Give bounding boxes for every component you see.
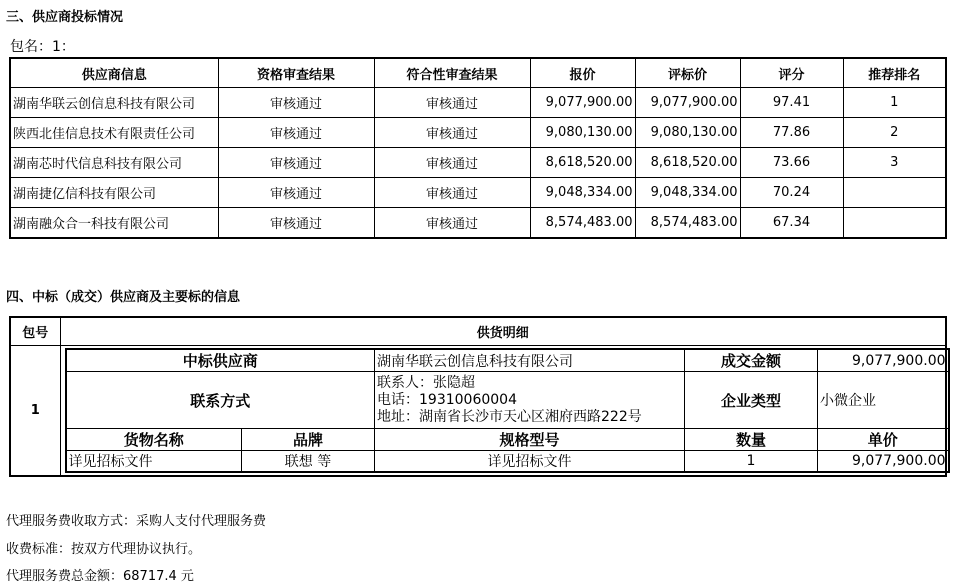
contact-info <box>375 372 685 429</box>
enterprise-type-label: 企业类型 <box>685 372 818 429</box>
rank: 3 <box>843 148 946 178</box>
enterprise-type-value: 小微企业 <box>818 372 949 429</box>
conformity-result: 审核通过 <box>374 88 530 118</box>
goods-unit-price: 9,077,900.00 <box>818 451 949 473</box>
amount-value: 9,077,900.00 <box>818 349 949 372</box>
rank: 2 <box>843 118 946 148</box>
award-table-header <box>10 317 946 346</box>
contact-row <box>66 372 949 429</box>
conformity-result: 审核通过 <box>374 118 530 148</box>
supplier-name: 湖南融众合一科技有限公司 <box>10 208 218 239</box>
contact-person: 联系人：张隐超 <box>377 374 476 391</box>
bid-price: 8,618,520.00 <box>530 148 635 178</box>
header-unit-price: 单价 <box>818 429 949 451</box>
bid-price: 8,574,483.00 <box>530 208 635 239</box>
score: 73.66 <box>740 148 843 178</box>
conformity-result: 审核通过 <box>374 148 530 178</box>
eval-price: 8,618,520.00 <box>635 148 740 178</box>
supplier-name: 湖南捷亿信科技有限公司 <box>10 178 218 208</box>
header-supply-detail: 供货明细 <box>60 317 946 346</box>
award-table <box>9 316 947 477</box>
qualification-result: 审核通过 <box>218 118 374 148</box>
goods-quantity: 1 <box>685 451 818 473</box>
table-row <box>10 118 946 148</box>
bid-price: 9,077,900.00 <box>530 88 635 118</box>
eval-price: 9,080,130.00 <box>635 118 740 148</box>
score: 77.86 <box>740 118 843 148</box>
package-label: 包名：1： <box>10 39 75 55</box>
table-row <box>10 88 946 118</box>
table-row <box>10 208 946 239</box>
winner-label: 中标供应商 <box>66 349 375 372</box>
conformity-result: 审核通过 <box>374 208 530 239</box>
supplier-name: 湖南华联云创信息科技有限公司 <box>10 88 218 118</box>
qualification-result: 审核通过 <box>218 208 374 239</box>
bid-price: 9,048,334.00 <box>530 178 635 208</box>
header-spec: 规格型号 <box>375 429 685 451</box>
supply-detail-table <box>65 348 950 473</box>
rank <box>843 208 946 239</box>
conformity-result: 审核通过 <box>374 178 530 208</box>
goods-row <box>66 451 949 473</box>
fee-standard: 收费标准：按双方代理协议执行。 <box>6 542 202 557</box>
contact-address: 地址：湖南省长沙市天心区湘府西路222号 <box>377 408 642 425</box>
goods-header-row <box>66 429 949 451</box>
header-conformity: 符合性审查结果 <box>374 58 530 88</box>
header-eval-price: 评标价 <box>635 58 740 88</box>
bid-table-header <box>10 58 946 88</box>
bid-table <box>9 57 947 239</box>
contact-phone: 电话：19310060004 <box>377 391 517 408</box>
rank: 1 <box>843 88 946 118</box>
bid-price: 9,080,130.00 <box>530 118 635 148</box>
goods-name: 详见招标文件 <box>66 451 242 473</box>
table-row <box>10 148 946 178</box>
table-row <box>10 178 946 208</box>
header-quantity: 数量 <box>685 429 818 451</box>
section4-title: 四、中标（成交）供应商及主要标的信息 <box>6 290 241 305</box>
qualification-result: 审核通过 <box>218 88 374 118</box>
header-score: 评分 <box>740 58 843 88</box>
header-brand: 品牌 <box>242 429 375 451</box>
amount-label: 成交金额 <box>685 349 818 372</box>
score: 67.34 <box>740 208 843 239</box>
goods-spec: 详见招标文件 <box>375 451 685 473</box>
eval-price: 8,574,483.00 <box>635 208 740 239</box>
package-number: 1 <box>10 346 60 477</box>
qualification-result: 审核通过 <box>218 148 374 178</box>
header-price: 报价 <box>530 58 635 88</box>
score: 70.24 <box>740 178 843 208</box>
winner-name: 湖南华联云创信息科技有限公司 <box>375 349 685 372</box>
agency-fee-method: 代理服务费收取方式：采购人支付代理服务费 <box>6 514 267 529</box>
supplier-name: 湖南芯时代信息科技有限公司 <box>10 148 218 178</box>
header-supplier-info: 供应商信息 <box>10 58 218 88</box>
supply-detail-cell <box>60 346 946 477</box>
header-goods-name: 货物名称 <box>66 429 242 451</box>
section3-title: 三、供应商投标情况 <box>6 10 124 25</box>
header-rank: 推荐排名 <box>843 58 946 88</box>
contact-label: 联系方式 <box>66 372 375 429</box>
eval-price: 9,048,334.00 <box>635 178 740 208</box>
header-qualification: 资格审查结果 <box>218 58 374 88</box>
header-package-no: 包号 <box>10 317 60 346</box>
rank <box>843 178 946 208</box>
agency-fee-total: 代理服务费总金额：68717.4 元 <box>6 569 194 584</box>
winner-row <box>66 349 949 372</box>
supplier-name: 陕西北佳信息技术有限责任公司 <box>10 118 218 148</box>
goods-brand: 联想 等 <box>242 451 375 473</box>
eval-price: 9,077,900.00 <box>635 88 740 118</box>
award-row <box>10 346 946 477</box>
qualification-result: 审核通过 <box>218 178 374 208</box>
score: 97.41 <box>740 88 843 118</box>
